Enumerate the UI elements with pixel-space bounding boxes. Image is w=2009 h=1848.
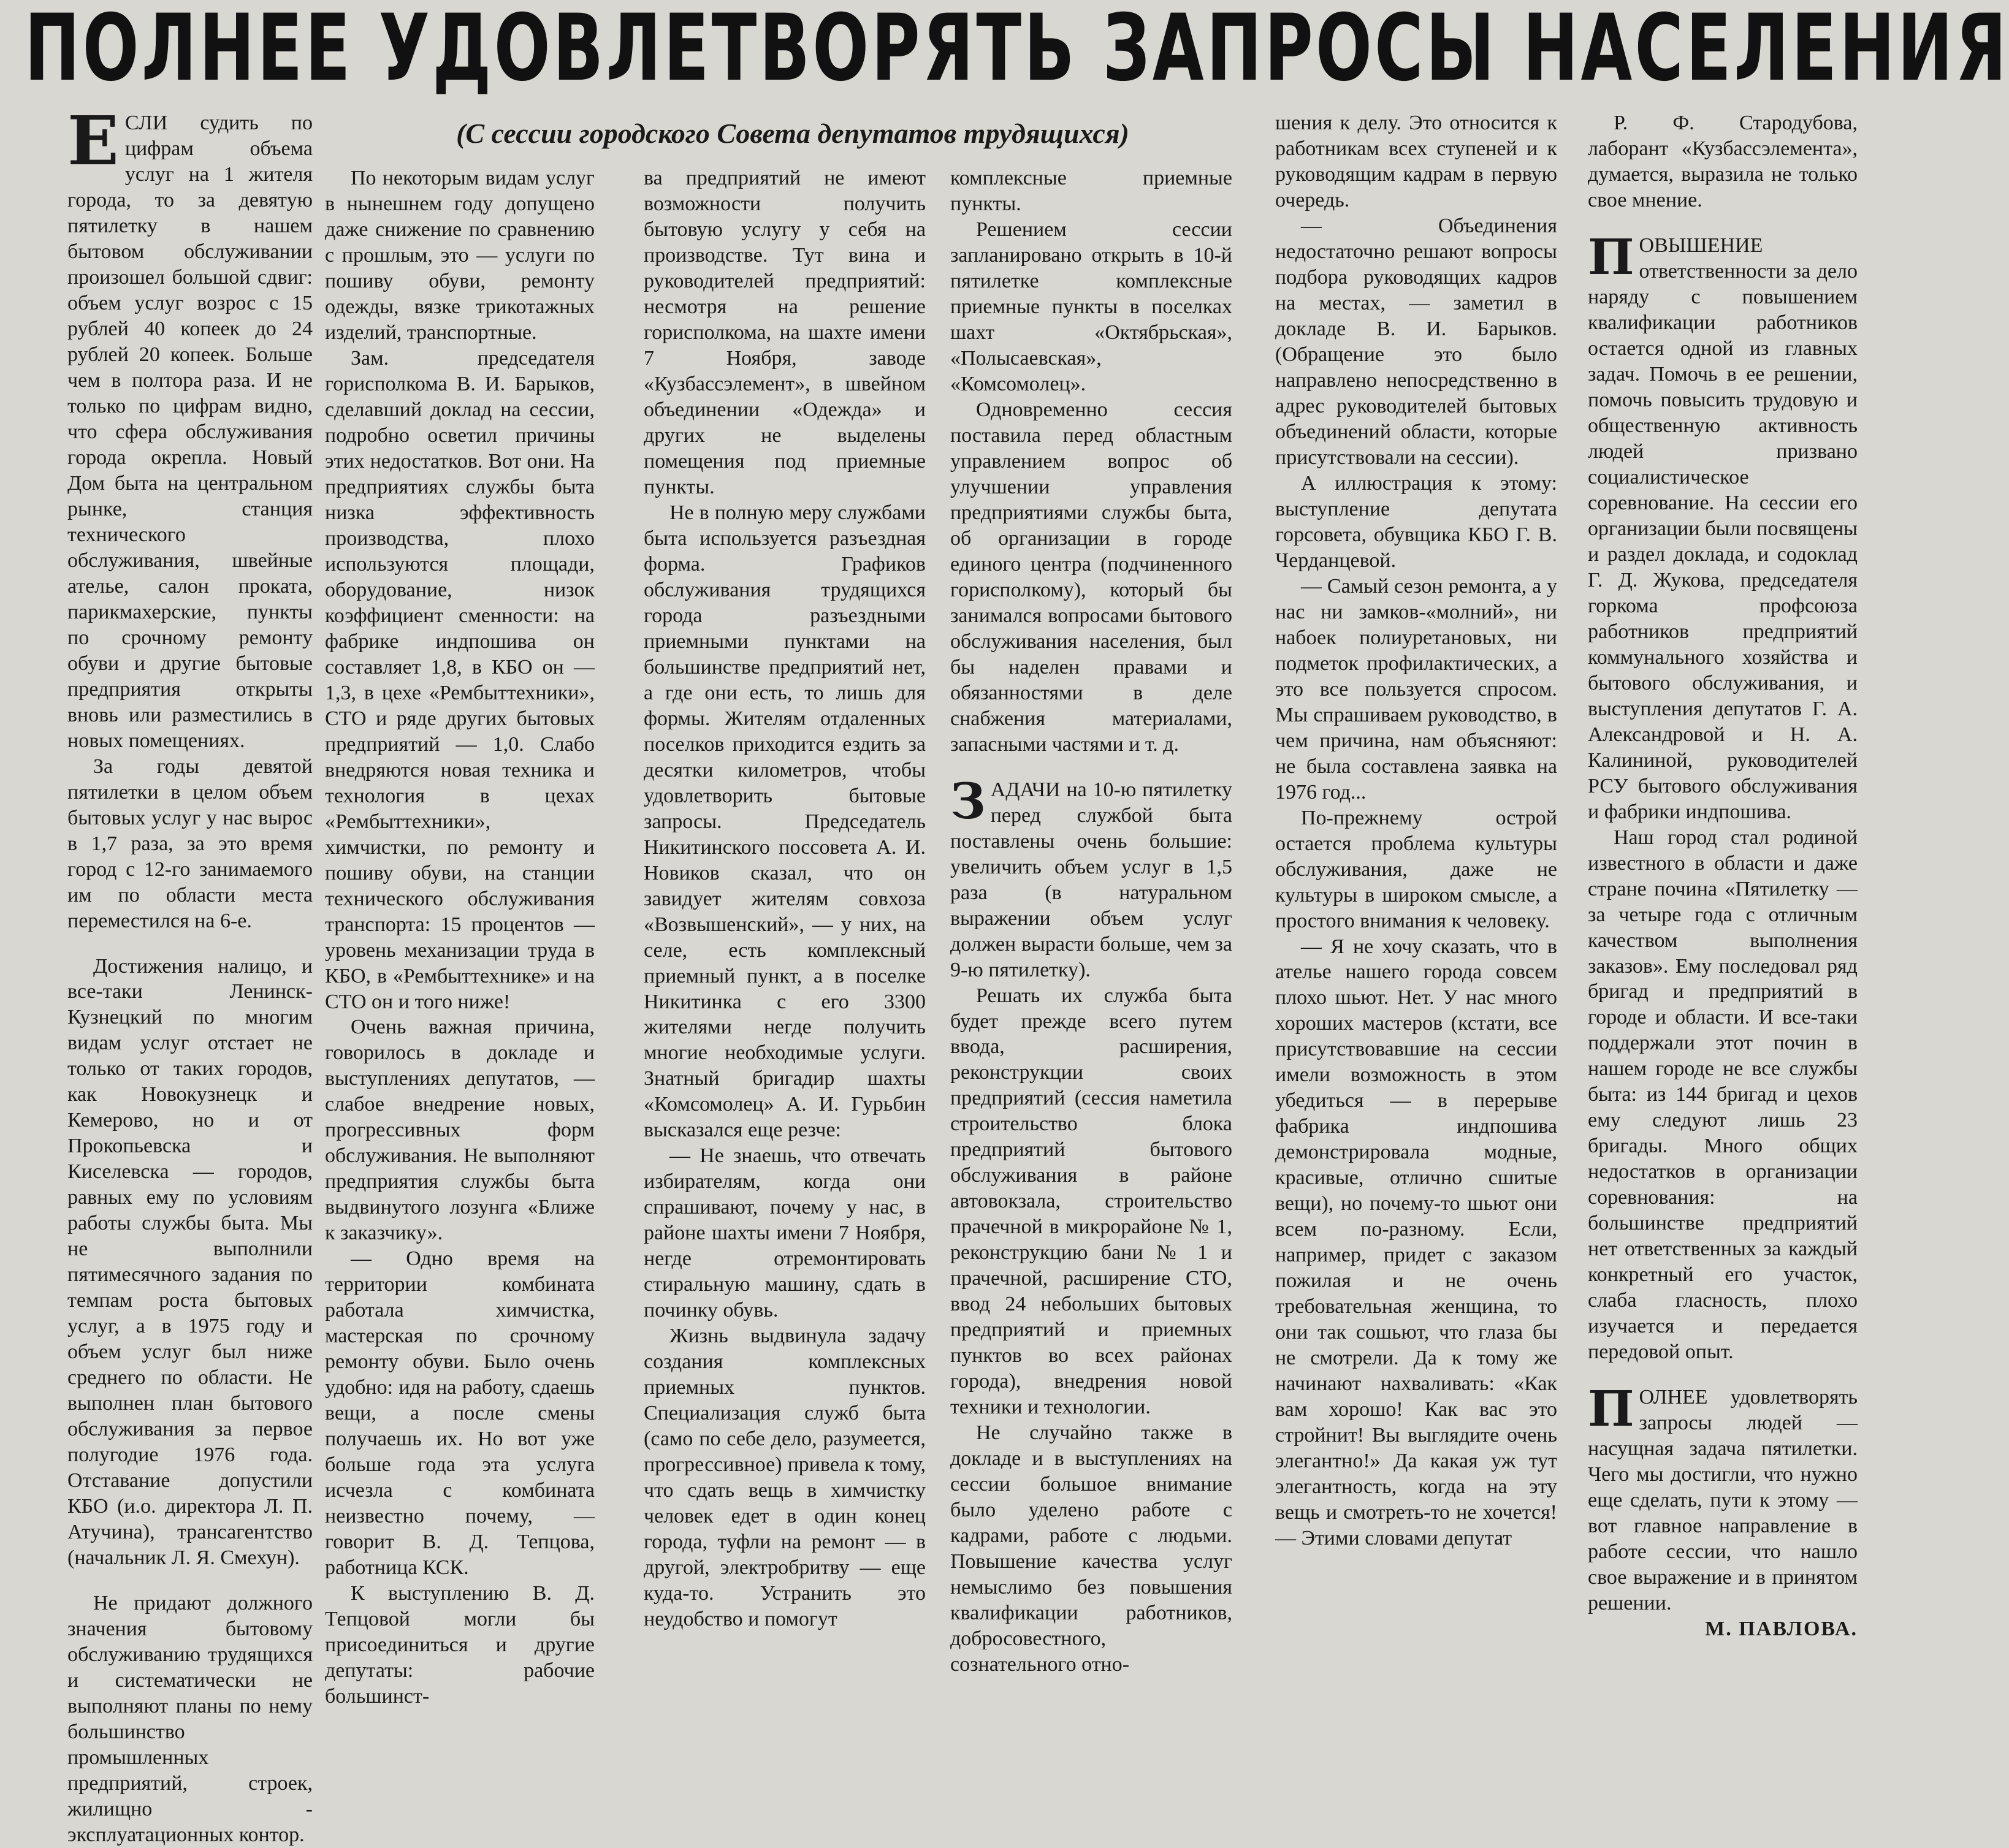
paragraph: Одновременно сессия поставила перед областным управлением вопрос об улучшении управления предприятиями службы быта, об организации в городе единого центра (подчиненного горисполкому), который бы занимался вопросами бытового обслуживания населения, был бы наделен правами и обязанностями в деле снабжения материалами, запасными частями и т. д. — [950, 398, 1232, 756]
paragraph — [950, 772, 1232, 983]
paragraph: А иллюстрация к этому: выступление депутата горсовета, обувщика КБО Г. В. Черданцевой. — [1275, 471, 1557, 572]
paragraph: По-прежнему острой остается проблема культуры обслуживания, даже не культуры в широком смысле, а простого внимания к человеку. — [1275, 806, 1557, 932]
paragraph: шения к делу. Это относится к работникам всех ступеней и к руководящим кадрам в первую очередь. — [1275, 112, 1557, 211]
paragraph: — Я не хочу сказать, что в ателье нашего города совсем плохо шьют. Нет. У нас много хороших мастеров (кстати, все присутствовавшие на сессии имели возможность в этом убедиться — в перерыве фабрика индпошива демонстрировала модные, красивые, отлично сшитые вещи), но почему-то шьют они всем по-разному. Если, например, придет с заказом пожилая и не очень требовательная женщина, то они так сошьют, что глаза бы не смотрели. Да к тому же начинают нахваливать: «Как вам хорошо! Как вас это стройнит! Вы выглядите очень элегантно!» Да какая уж тут элегантность, когда на эту вещь и смотреть-то не хочется! — Этими словами депутат — [1275, 935, 1557, 1550]
paragraph: Решать их служба быта будет прежде всего путем ввода, расширения, реконструкции своих предприятий (сессия наметила строительство блока предприятий бытового обслуживания в районе автовокзала, строительство прачечной в микрорайоне № 1, реконструкцию бани № 1 и прачечной, расширение СТО, ввод 24 небольших бытовых предприятий и приемных пунктов во всех районах города), внедрения новой техники и технологии. — [950, 984, 1232, 1419]
paragraph: За годы девятой пятилетки в целом объем бытовых услуг у нас вырос в 1,7 раза, за это время город с 12-го занимаемого им по области места переместился на 6-е. — [67, 755, 313, 932]
paragraph-text: ОЛНЕЕ удовлетворять запросы людей — насущная задача пятилетки. Чего мы достигли, что нужно еще сделать, пути к этому — вот главное направление в работе сессии, что нашло свое выражение и в принятом решении. — [1588, 1386, 1858, 1615]
paragraph: Не случайно также в докладе и в выступлениях на сессии большое внимание было уделено работе с кадрами, работе с людьми. Повышение качества услуг немыслимо без повышения квалификации работников, добросовестного, сознательного отно- — [950, 1421, 1232, 1676]
paragraph: Наш город стал родиной известного в области и даже стране почина «Пятилетку — за четыре года с отличным качеством выполнения заказов». Ему последовал ряд бригад и предприятий в городе и области. И все-таки поддержали этот почин в нашем городе не все службы быта: из 144 бригад и цехов ему следуют лишь 23 бригады. Много общих недостатков в организации соревнования: на большинстве предприятий нет ответственных за каждый конкретный его участок, слаба гласность, плохо изучается и передается передовой опыт. — [1588, 826, 1858, 1364]
paragraph: Зам. председателя горисполкома В. И. Барыков, сделавший доклад на сессии, подробно осветил причины этих недостатков. Вот они. На предприятиях службы быта низка эффективность производства, плохо используются площади, оборудование, низок коэффициент сменности: на фабрике индпошива он составляет 1,8, в КБО он — 1,3, в цехе «Рембыттехники», СТО и ряде других бытовых предприятий — 1,0. Слабо внедряются новая техника и технология в цехах «Рембыттехники», химчистки, по ремонту и пошиву обуви, на станции технического обслуживания транспорта: 15 процентов — уровень механизации труда в КБО, в «Рембыттехнике» и на СТО он и того ниже! — [325, 346, 595, 1013]
paragraph: Жизнь выдвинула задачу создания комплексных приемных пунктов. Специализация служб быта (само по себе дело, разумеется, прогрессивное) привела к тому, что сдать вещь в химчистку человек едет в один конец города, туфли на ремонт — в другой, электробритву — еще куда-то. Устранить это неудобство и помогут — [644, 1325, 926, 1631]
paragraph: комплексные приемные пункты. — [950, 167, 1232, 215]
paragraph — [1588, 227, 1858, 825]
paragraph: ва предприятий не имеют возможности получить бытовую услугу у себя на производстве. Тут вина и руководителей предприятий: несмотря на решение горисполкома, на шахте имени 7 Ноября, заводе «Кузбассэлемент», в швейном объединении «Одежда» и других не выделены помещения под приемные пункты. — [644, 167, 926, 498]
paragraph: По некоторым видам услуг в нынешнем году допущено даже снижение по сравнению с прошлым, это — услуги по пошиву обуви, ремонту одежды, вязке трикотажных изделий, транспортные. — [325, 167, 595, 344]
author-signature: М. ПАВЛОВА. — [1705, 1618, 1858, 1641]
paragraph: Достижения налицо, и все-таки Ленинск-Кузнецкий по многим видам услуг отстает не только от таких городов, как Новокузнецк и Кемерово, но и от Прокопьевска и Киселевска — городов, равных ему по условиям работы службы быта. Мы не выполнили пятимесячного задания по темпам роста бытовых услуг, а в 1975 году и объем услуг был ниже среднего по области. Не выполнен план бытового обслуживания за первое полугодие 1976 года. Отставание допустили КБО (и.о. директора Л. П. Атучина), трансагентство (начальник Л. Я. Смехун). — [67, 954, 313, 1570]
paragraph-text: СЛИ судить по цифрам объема услуг на 1 жителя города, то за девятую пятилетку в нашем бытовом обслуживании произошел большой сдвиг: объем услуг возрос с 15 рублей 40 копеек до 24 рублей 20 копеек. Больше чем в полтора раза. И не только по цифрам видно, что сфера обслуживания города окрепла. Новый Дом быта на центральном рынке, станция технического обслуживания, швейные ателье, салон проката, парикмахерские, пункты по срочному ремонту обуви и другие бытовые предприятия открыты вновь или разместились в новых помещениях. — [67, 112, 313, 752]
paragraph: Очень важная причина, говорилось в докладе и выступлениях депутатов, — слабое внедрение новых, прогрессивных форм обслуживания. Не выполняют предприятия службы быта выдвинутого лозунга «Ближе к заказчику». — [325, 1016, 595, 1245]
paragraph: Решением сессии запланировано открыть в 10-й пятилетке комплексные приемные пункты в поселках шахт «Октябрьская», «Полысаевская», «Комсомолец». — [950, 218, 1232, 395]
column-5 — [1275, 110, 1557, 1550]
paragraph: Р. Ф. Стародубова, лаборант «Кузбассэлемента», думается, выразила не только свое мнение. — [1588, 112, 1858, 211]
column-1 — [67, 101, 313, 1846]
paragraph: — Не знаешь, что отвечать избирателям, когда они спрашивают, почему у нас, в районе шахты имени 7 Ноября, негде отремонтировать стиральную машину, сдать в починку обувь. — [644, 1144, 926, 1322]
paragraph: — Одно время на территории комбината работала химчистка, мастерская по срочному ремонту обуви. Было очень удобно: идя на работу, сдаешь вещи, а после смены получаешь их. Но вот уже больше года эта услуга исчезла с комбината неизвестно почему, — говорит В. Д. Тепцова, работница КСК. — [325, 1247, 595, 1580]
column-3 — [644, 165, 926, 1631]
paragraph — [1588, 1380, 1858, 1616]
paragraph-text: АДАЧИ на 10-ю пятилетку перед службой быта поставлены очень большие: увеличить объем услуг в 1,5 раза (в натуральном выражении объем услуг должен вырасти больше, чем за 9-ю пятилетку). — [950, 778, 1232, 981]
column-2 — [325, 165, 595, 1708]
subtitle: (С сессии городского Совета депутатов трудящихся) — [456, 118, 1129, 149]
dropcap: З — [950, 772, 986, 830]
paragraph: — Самый сезон ремонта, а у нас ни замков-«молний», ни набоек полиуретановых, ни подметок профилактических, а это все пользуется спросом. Мы спрашиваем руководство, в чем причина, нам объясняют: не была составлена заявка на 1976 год... — [1275, 574, 1557, 804]
dropcap: Е — [67, 101, 119, 180]
dropcap: П — [1588, 227, 1634, 286]
column-4 — [950, 165, 1232, 1676]
paragraph-text: ОВЫШЕНИЕ ответственности за дело наряду с повышением квалификации работников остается одной из главных задач. Помочь в ее решении, помочь повысить трудовую и общественную активность людей призвано социалистическое соревнование. На сессии его организации были посвящены и раздел доклада, и содоклад Г. Д. Жукова, председателя горкома профсоюза работников предприятий коммунального хозяйства и бытового обслуживания, и выступления депутатов Г. А. Александровой и Н. А. Калининой, руководителей РСУ бытового обслуживания и фабрики индпошива. — [1588, 234, 1858, 823]
paragraph: — Объединения недостаточно решают вопросы подбора руководящих кадров на местах, — заметил в докладе В. И. Барыков. (Обращение это было направлено непосредственно в адрес руководителей бытовых объединений области, которые присутствовали на сессии). — [1275, 214, 1557, 469]
paragraph — [67, 101, 313, 754]
headline: ПОЛНЕЕ УДОВЛЕТВОРЯТЬ ЗАПРОСЫ НАСЕЛЕНИЯ — [25, 0, 2009, 102]
paragraph: К выступлению В. Д. Тепцовой могли бы присоединиться и другие депутаты: рабочие большинст- — [325, 1582, 595, 1708]
dropcap: П — [1588, 1380, 1634, 1438]
paragraph: Не в полную меру службами быта используется разъездная форма. Графиков обслуживания трудящихся города разъездными приемными пунктами на большинстве предприятий нет, а где они есть, то лишь для формы. Жителям отдаленных поселков приходится ездить за десятки километров, чтобы удовлетворить бытовые запросы. Председатель Никитинского поссовета А. И. Новиков сказал, что он завидует жителям совхоза «Возвышенский», — у них, на селе, есть комплексный приемный пункт, а в поселке Никитинка с его 3300 жителями негде получить многие необходимые услуги. Знатный бригадир шахты «Комсомолец» А. И. Гурьбин высказался еще резче: — [644, 501, 926, 1142]
paragraph: Не придают должного значения бытовому обслуживанию трудящихся и систематически не выполняют планы по нему большинство промышленных предприятий, строек, жилищно - эксплуатационных контор. — [67, 1592, 313, 1846]
column-6 — [1588, 110, 1858, 1641]
